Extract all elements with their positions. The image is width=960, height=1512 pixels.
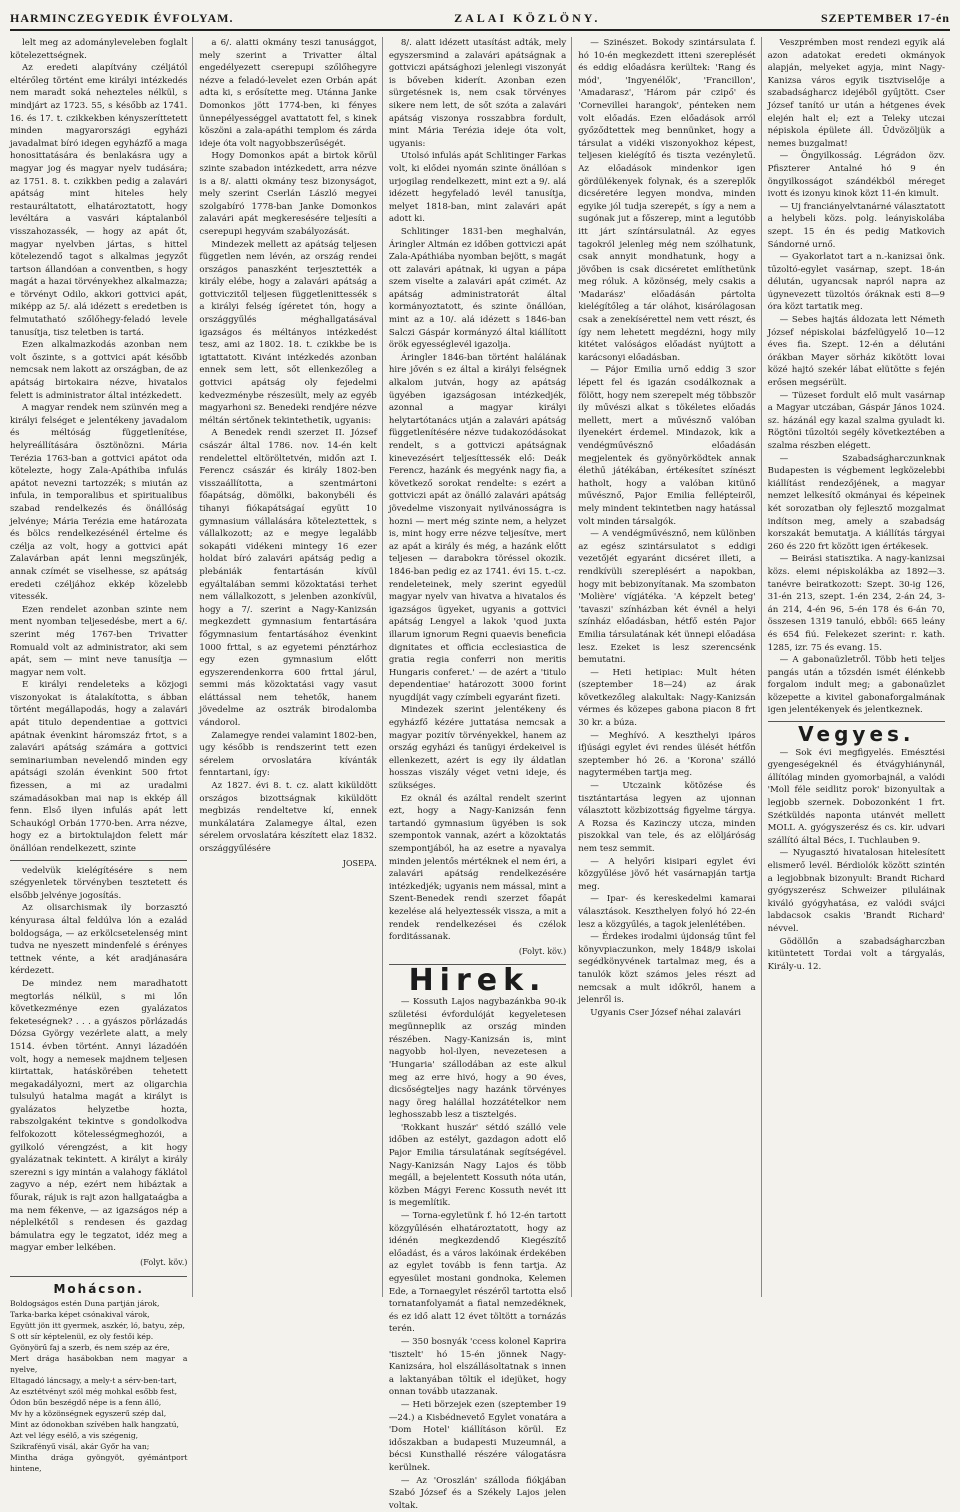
signature: JOSEPA. — [199, 858, 376, 871]
article-paragraph: Áringler 1846-ban történt halálának hire jővén s ez által a királyi felségnek alkalom jutván, hogy az apátság ügyében igazságosan intézkedjék, azonnal a magyar királyi helytartótanács utján a zalavári apátság függetlenítésére nézve tudakozódásokat rendelt, s a gottviczi apátságnak kinevezésért teljesíttessék elő: Deák Ferencz, hazánk és megyénk nagy fia, a következő sorokat rendelte: s ezért a gottviczi apát az önálló zalavári apátság jövedelme viszonyait nyilvánosságra is hozni — mert még szinte nem, a helyzet is, mint hogy erre nézve teljesítve, mert az apát a király és még, a hazánk előtt teljesen — darabokra töréssel okozik. 1846-ban pedig ez az 1741. évi 15. t.-cz. rendeleteinek, mely szerint egyedül magyar nyelv van hivatva a hivatalos és igazságos ügyeket, ugyanis a gottvici apátság Lengyel a lakok 'quod juxta illarum ignorum Regni quaevis beneficia dignitates et officia ecclesiastica de gratia regia conferri non meritis Hungaris conferet.' — de azért a 'titulo dependentiae' határozott 3000 forint nyugdíját vagy czímbeli egyaránt fizeti. — [389, 352, 566, 705]
article-paragraph: Zalamegye rendei valamint 1802-ben, ugy később is rendszerint tett ezen sérelem orvoslatára kívánták fenntartani, így: — [199, 730, 376, 780]
news-item: 'Rokkant huszár' sétdó szálló vele időben az estélyt, gazdagon adott elő Pajor Emilia társulatának segítségével. Nagy-Kanizsán Nagy Lajos és több megáll, a bejelentett Kossuth nóta után, közben Mágyi Ferenc Kossuth nevét itt is megemlítik. — [389, 1122, 566, 1210]
news-item: — Az 'Oroszlán' szálloda fiókjában Szabó József és a Székely Lajos jelen voltak. — [389, 1475, 566, 1512]
poem-line: Eltagadó láncsagy, a mely-t a sérv-ben-tart, — [10, 1375, 187, 1386]
article-paragraph: Utolsó infulás apát Schlitinger Farkas volt, ki elődei nyomán szinte önállóan s urjogilag rendelkezett, mint ezt a 9/. alá idézett hegyfeladó levél tanusítja, melyet 1818-ban, mint zalavári apát adott ki. — [389, 150, 566, 226]
article-paragraph: Mindezek szerint jelentékeny és egyházfő kézére juttatása nemcsak a magyar pozitív törvényekkel, hanem az ország egyházi és tanügyi érdekeivel is ellenkezett, azért is egy ily áldatlan hosszas viszály véget vetni ideje, és szükséges. — [389, 704, 566, 792]
column-2 — [199, 37, 382, 1297]
article-paragraph: Schlitinger 1831-ben meghalván, Áringler Altmán ez időben gottviczi apát Zala-Apáthiába nyomban bejött, s magát ott zalavári apátnak, ki ugyan a pápa szem viselte a zalavári apát czimét. Az apátság administratorát által kormányoztatott, és szinte önállóan, mint az a 10/. alá idézett s 1846-ban Salczi Gáspár kormányzó által kiállított örök egyességlevél igazolja. — [389, 226, 566, 352]
news-item: — Utczaink kötözése és tisztántartása legyen az ujonnan választott közbizottság figyelme tárgya. A Rozsa és Kazinczy utcza, minden piszokkal van tele, és az elöljáróság nem tesz semmit. — [578, 780, 755, 856]
news-item: — Uj franciányelvtanárné választatott a helybeli közs. polg. leányiskolába szept. 15 én és pedig Matkovich Sándorné urnő. — [768, 201, 945, 251]
article-paragraph: Az eredeti alapítvány czéljától eltérőleg történt eme királyi intézkedés nem maradt soká nehezteles nélkül, s mindjárt az 1723. 55, s később az 1741. 16. és 17. t. czikkekben kényszeríttetett minden magyarországi egyházi javadalmat bíró idegen egyházfő a maga honosittatására és benlakásra ugy a magyar jog és magyar nyelv tudására; az 1751. 8. t. czikkben pedig a zalavári apátság mint hiteles hely restauráltatott, elhatároztatott, hogy levéltára a vasvári káptalanból visszahozassék, — hogy az apát őt, magyar nyelvben jártas, s hittel kötelezendő tagot s alkalmas jegyzőt tartson állandóan a conventben, s hogy magát a hazai törvényekhez alkalmazza; e törvényt Odilo, akkori gottvici apát, miképp az 5/. alá idézett s eredetben is felmutatható szőlőhegy-feladó levele tanusítja, tisz teletben is tartá. — [10, 62, 187, 339]
divider — [10, 1276, 187, 1277]
column-5 — [768, 37, 950, 1297]
header-date: SZEPTEMBER 17-én — [821, 11, 950, 26]
news-item: — A vendégművésznő, nem különben az egész szintársulatot s eddigi vezetőjét egyaránt dicséret illeti, a rendkívüli szereplésért a napokban, hogy mit bebizonyítanak. Ma szombaton 'Molière' vígjátéka. 'A képzelt beteg' 'tavaszi' színházban két évnél a helyi színház előadásban, hétfő estén Pajor Emilia társulatának két ünnepi előadása lesz. Ezeket is lesz szerencsénk bemutatni. — [578, 528, 755, 667]
poem-line: Tarka-barka képet csónakival várok, — [10, 1309, 187, 1320]
news-item: — Pájor Emilia urnő eddig 3 szor lépett fel és igazán csodálkoznak a fölött, hogy nem szerepelt még többször ily művészi alkat s tökéletes előadás mellett, mert a művésznő valóban ilyenekért érdemel. Mindazok, kik a vendégművésznő előadásán megjelentek és gyönyörködtek annak élethű játékában, értékesítet színészt hatholt, hogy a valóban kitünő művésznő, Pajor Emilia fellépteiről, mely mindent tekintetben nagy hatással volt minden társalgók. — [578, 364, 755, 528]
news-item: — Szabadságharczunknak Budapesten is végbement legközelebbi kiállítást rendezőjének, a magyar nemzet lelkesítő okmányai és képeinek két sorozatban oly fejlesztő mozgalmat indítson meg, amely a szabadság korszakát bemutatja. A kiállítás tárgyai 260 és 220 frt között igen értékesek. — [768, 453, 945, 554]
article-paragraph: A Benedek rendi szerzet II. József császár által 1786. nov. 14-én kelt rendelettel eltöröltetvén, midőn azt I. Ferencz császár és király 1802-ben visszaállította, a szentmártoni főapátság, dömölki, bakonybéli és tihanyi fiókapátságaí együtt 10 gymnasium vállalására köteleztettek, s vállalkozott; az e megye legalább sokapáti vidékeni mintegy 16 ezer holdat bíró zalavári apátság pedig a plebániák fentartásán kívül egyáltalában semmi közoktatási terhet nem vállalkozott, s jelenben azonkívül, hogy a 7/. szerint a Nagy-Kanizsán megkezdett gymnasium fentartására főgymnasium fentartásához évenkint 1000 frttal, s az egyetemi pénztárhoz egy ezen gymnasium előtt egyszerendenkorra 600 frttal járul, semmi más közoktatási vagy vasut eláttással nem tehetők, hanem jövedelme az osztrák birodalomba vándorol. — [199, 427, 376, 729]
news-item: — Gyakorlatot tart a n.-kanizsai önk. tűzoltó-egylet vasárnap, szept. 18-án délután, ugyancsak napról napra az úgynevezett tüzoltós óráknak esti 8—9 óra közt tartatik meg. — [768, 251, 945, 314]
poem-line: S ott sír képtelenül, ez oly festői kép. — [10, 1331, 187, 1342]
poem-line: Mv hy a közönségnek egyszerű szép dal, — [10, 1408, 187, 1419]
news-item: — Beirási statisztika. A nagy-kanizsai közs. elemi népiskolákba az 1892—3. tanévre beiratkozott: Szept. 30-ig 126, 31-én 213, szept. 1-én 234, 2-án 24, 3-án 214, 4-én 96, 5-én 178 és 6-án 70, összesen 1319 tanuló, ebből: 665 leány és 654 fiú. Felekezet szerint: r. kath. 1285, izr. 75 és evang. 15. — [768, 553, 945, 654]
poem-line: Mintha drága gyöngyöt, gyémántport hintene, — [10, 1452, 187, 1474]
news-item: — 350 bosnyák 'ccess kolonel Kaprira 'tisztelt' hó 15-én jönnek Nagy-Kanizsára, hol elszállásoltatnak s innen a laktanyában töltik el idejüket, hogy onnan tovább utazzanak. — [389, 1336, 566, 1399]
poem-line: Együtt jön itt gyermek, aszkér, ló, batyu, zép, — [10, 1320, 187, 1331]
header-title: ZALAI KÖZLÖNY. — [454, 11, 600, 26]
article-paragraph: Ezen alkalmazkodás azonban nem volt őszinte, s a gottvici apát később nemcsak nem lakott az országban, de az apátság birtokaira nézve, hivatalos felett is administrator által intézkedett. — [10, 339, 187, 402]
news-item: — Sebes hajtás áldozata lett Németh József népiskolai bázfelügyelő 10—12 éves fia. Szept. 12-én a délutáni órákban Mayer sörház kikötött lovai közé hajtó szekér lábat elütötte s fején erősen megsérült. — [768, 314, 945, 390]
continued-note: (Folyt. köv.) — [10, 1257, 187, 1270]
poem — [10, 1298, 187, 1474]
news-item: — Meghívó. A keszthelyi ipáros ifjúsági egylet évi rendes ülését hétfőn szeptember hó 26. a 'Korona' szálló nagytermében tartja meg. — [578, 730, 755, 780]
news-item: — Heti hetipiac: Mult héten (szeptember 18—24) az árak következőleg alakultak: Nagy-Kanizsán vérmes és közepes gabona piacon 8 frt 30 kr. a búza. — [578, 667, 755, 730]
poem-title: Mohácson. — [10, 1283, 187, 1296]
news-item: — Kossuth Lajos nagybazánkba 90-ik születési évfordulóját kegyeletesen megünneplik az ország minden részében. Nagy-Kanizsán is, mint nagyobb hol-ilyen, nevezetesen a 'Hungaria' szállodában az este alkul meg az erre hivó, hogy a 90 éves, dicsőségteljes nagy hazánk törvényes nagy öreg halállal hozzátételkor nem leghosszabb lesz a tisztelgés. — [389, 996, 566, 1122]
poem-line: Ódon bűn beszégdő népe is a fenn álló, — [10, 1397, 187, 1408]
news-item: Gödöllőn a szabadságharczban kitüntetett Tordai volt a tárgyalás, Király-u. 12. — [768, 936, 945, 974]
article-paragraph: Hogy Domonkos apát a birtok körül szinte szabadon intézkedett, arra nézve is a 8/. alatti okmány tesz bizonyságot, mely szerint Cserlán László megyei szolgabíró 1778-ban Janke Domonkos zalavári apát megkeresésére teljesíti a cserepupi hegyvám szabályozását. — [199, 150, 376, 238]
poem-line: Boldogságos estén Duna partján járok, — [10, 1298, 187, 1309]
article-paragraph: Ezen rendelet azonban szinte nem ment nyomban teljesedésbe, mert a 6/. szerint még 1767-ben Trivatter Romuald volt az administrator, aki sem apát, sem — mint neve tanusítja — magyar nem volt. — [10, 604, 187, 680]
article-paragraph: 8/. alatt idézett utasítást adták, mely egyszersmind a zalavári apátságnak a gottviczi apátsághozi jelenlegi viszonyát is bőveben kiderít. Azonban ezen sürgetésnek is, nem csak törvényes sikere nem lett, de sőt szóta a zalavári apátság viszonya rosszabbra fordult, mint Mária Terézia ideje óta volt, ugyanis: — [389, 37, 566, 150]
news-item: — Sok évi megfigyelés. Emésztési gyengeségeknél és étvágyhiánynál, állítólag minden gyomorbajnál, a valódi 'Moll féle seidlitz porok' bizonyultak a legjobb szernek. Dobozonként 1 frt. Szétküldés naponta utánvét mellett MOLL A. gyógyszerész és cs. kir. udvari szállító által Bécs, I. Tuchlauben 9. — [768, 747, 945, 848]
article-paragraph: A magyar rendek nem szünvén meg a királyi felséget e jelentékeny javadalom és méltóság függetlenítése, helyreállítására ösztönözni. Mária Terézia 1763-ban a gottvici apátot oda kötelezte, hogy Zala-Apáthiba infulás apátot nevezni tartozzék; s miután az infula, in temporalibus et spiritualibus szabad rendelkezés és önállóság jelvénye; Mária Terézia eme határozata és bölcs rendelkezésénél értelme és czélja az volt, hogy a gottvici apát Zalavárban apát lenni megszünjék, annak czímét se viselhesse, sz apátság eredeti czéljához ekkép közelebb vitessék. — [10, 402, 187, 604]
article-paragraph: De mindez nem maradhatott megtorlás nélkül, s mi lőn következménye ezen gyalázatos feketeségnek? . . . a gyászos pörlázadás Dózsa György vezérlete alatt, a mely 1514. évben történt. Annyi lázadóén volt, hogy a nemesek majdnem teljesen kiirtattak, hatáskörében tehetett megakadályozni, mert az oligarchia tulsulyú hatalma magát a királyt is gyalázatos helyzetbe hozta, rabszolgaként tekintve s gondolkodva felfokozott kötelességmeghozói, a gyilkoló vérengzést, a kit hogy gyalázatnak tekintett. A királyt a király szerezni s igy mintán a valahogy fáklátol zagyvo a nép, ezért nem hibáztak a főurak, rájuk is rajt azon hallgataágba a ma nem fékenve, — az igazságos nép a néplelkétől s rendesen és gazdag bámulatra egy le tegzatot, idéz meg a magyar ember lelkében. — [10, 978, 187, 1255]
header-issue: HARMINCZEGYEDIK ÉVFOLYAM. — [10, 11, 233, 26]
article-paragraph: a 6/. alatti okmány teszi tanusággot, mely szerint a Trivatter által engedélyezett cserepupi szőlőhegyre nézve a feladó-levelet ezen Orbán apát adta ki, s erősítette meg. Utánna Janke Domonkos jött 1774-ben, ki fényes ünnepélyességgel avattatott fel, s kinek köszöni a zala-apáthi templom és zárda ideje óta volt nagyobbszerűségét. — [199, 37, 376, 150]
article-paragraph: vedelvük kielégítésére s nem szégyenletek törvényben tesztetett és elsőbb jelvénye jogosítás. — [10, 865, 187, 903]
news-item: — Érdekes irodalmi újdonság tűnt fel könyvpiaczunkon, mely 1848/9 iskolai segédkönyvének tartalmaz meg, és a tanulók közt számos jeles részt ad nemcsak a mult időkről, hanem a jelenről is. — [578, 931, 755, 1007]
news-item: — Öngyilkosság. Légrádon özv. Pfiszterer Antalné hó 9 én öngyilkosságot szándékból méreget ivott és izonyu kinok közt 11-én kimult. — [768, 150, 945, 200]
news-item: — Tüzeset fordult elő mult vasárnap a Magyar utczában, Gáspár János 1024. sz. házánál egy kazal szalma gyuladt ki. Rögtöni tűzoltói segély következtében a szalma részben elégett. — [768, 390, 945, 453]
article-paragraph: Ez oknál és azáltal rendelt szerint ezt, hogy a Nagy-Kanizsán fenn tartandó gymnasium ügyében is sok szempontok vannak, azért a közoktatás szempontjából, ha az esetre a nyavalya minden jelentős mértéknek el nem éri, a zalavári apátság rendelkezésére intézkedjék; ugyanis nem mással, mint a Szent-Benedek rendi szerzet főapát kezelése alá helyeztessék vissza, a mit a rendek rendelkezései és czélok forditássanak. — [389, 793, 566, 944]
news-item: — Torna-egyletünk f. hó 12-én tartott közgyűlésén elhatároztatott, hogy az idénén megkezdendő Kiegészítő előadást, és a város lakóinak érdekében az egylet tovább is fenn tartja. Az egyesület mostani gondnoka, Kelemen Ede, a Tornaegylet részéről tartotta első tornatanfolyamát a fiatal nemzedéknek, és ez idő alatt 12 évet töltött a tornázás terén. — [389, 1210, 566, 1336]
column-3 — [389, 37, 572, 1297]
poem-line: Az esztétvényt szól még mohkal esőbb fest, — [10, 1386, 187, 1397]
article-paragraph: E királyi rendeleteks a közjogi viszonyokat is átalakította, s ábban történt megállapodás, hogy a zalavári apát titulo dependentiae a gottvici apátnak évenkint háromszáz frtot, s a zalavári apátság számára a gottvici seminariumban nevelendő minden egy apátsági szolán évenkint 500 frtot fizessen, a mi az uradalmi számadásokban mai nap is ekkép áll fenn. Első ilyen infulás apát lett Schaukógl Orbán 1770-ben. Arra nézve, hogy ez a birtoktulajdon felett már önállóan rendelkezett, szinte — [10, 679, 187, 855]
news-item: — A gabonaüzletről. Több heti teljes pangás után a tőzsdén ismét élénkebb forgalom indult meg; a gabonaüzlet közepette a kivitel gabonaforgalmának igen jelentékenyek és jelentkeznek. — [768, 654, 945, 717]
news-item: — Nyugasztó hivatalosan hitelesített elismerő levél. Bérdiolók között szintén a legjobbnak bizonyult: Brandt Richard gyógyszerész Schweizer piluláinak kiváló gyógyhatása, ez valódi svájci labdacsok csakis 'Brandt Richard' névvel. — [768, 847, 945, 935]
article-paragraph: lelt meg az adományleveleben foglalt kötelezettségnek. — [10, 37, 187, 62]
poem-line: Mert drága hasábokban nem magyar a nyelve, — [10, 1353, 187, 1375]
column-4 — [578, 37, 761, 1297]
news-item: — Ipar- és kereskedelmi kamarai választások. Keszthelyen folyó hó 22-én lesz a közgyűlés, a tagok jelenlétében. — [578, 893, 755, 931]
news-item: — Szinészet. Bokody szintársulata f. hó 10-én megkezdett itteni szereplését és eddig előadásra kerültek: 'Rang és mód', 'Ingyenélők', 'Francillon', 'Amadarasz', 'Három pár czipő' és 'Cornevillei harangok', pénteken nem volt előadás. Ezen előadások arról győződtettek meg bennünket, hogy a társulat a vidéki viszonyokhoz képest, teljesen kielégítő és tiszta vezényletű. Az előadások mindenkor igen gördülékenyek folynak, és a szereplők dicséretére legyen mondva, minden egyike jól tudja szerepét, s így a nem a sugónak jut a főszerep, mint a legutóbb itt járt színtársulatnál. Az egyes tagokról jelenleg még nem szólhatunk, csak annyit mondhatunk, hogy a jövőben is csak dicséretet említhetünk meg róluk. A közönség, mely csakis a 'Madarász' előadásán pártolta kielégítőleg a tár oláhot, kisárólagosan csak a zenekísérettel nem vett részt, és így nem lehetett megdézni, hogy mily kitétet valóságos előadást nyújtott a karácsonyi előadásban. — [578, 37, 755, 364]
poem-line: Azt vel légy esélő, a vis szégenig, — [10, 1430, 187, 1441]
article-paragraph: Az olisarchismak ily borzasztó kényurasa által feldúlva lón a ezalád boldogsága, — az erkölcsetelenség mint tudva ne nyeszett mindenfelé s érényes tettnek vénte, a két aradjánasára kérdezett. — [10, 902, 187, 978]
column-grid — [10, 37, 950, 1297]
poem-line: Mint az ódonokban szívében halk hangzatú, — [10, 1419, 187, 1430]
divider — [10, 860, 187, 861]
section-title-misc: Vegyes. — [768, 728, 945, 741]
poem-line: Szikrafényű visál, akár Győr ha van; — [10, 1441, 187, 1452]
news-item: Ugyanis Cser József néhai zalavári — [578, 1007, 755, 1020]
column-1 — [10, 37, 193, 1297]
news-item: — A helyőri kisipari egylet évi közgyűlése jövő hét vasárnapján tartja meg. — [578, 856, 755, 894]
article-paragraph: Mindezek mellett az apátság teljesen független nem lévén, az ország rendei országos panaszként terjesztették a király elébe, hogy a zalavári apátság a gottviczitől teljesen függetlenittessék s a királyi felség ígéretet tón, hogy a országgyűlés méghallgatásával igazságos és méltányos intézkedést tesz, ami az 1802. 18. t. czikkbe be is igtattatott. Kivánt intézkedés azonban ennek sem lett, sőt ellenkezőleg a gottvici apátság oly fejedelmi kedvezménybe részesült, mely az egyéb magyarhoni sz. Benedeki rendjére nézve méltán sértőnek tekintethetik, ugyanis: — [199, 239, 376, 428]
continued-note: (Folyt. köv.) — [389, 946, 566, 959]
poem-line: Gyönyörű faj a szerb, és nem szép az ére, — [10, 1342, 187, 1353]
section-title-news: Hirek. — [389, 975, 566, 988]
page-header — [10, 8, 950, 31]
article-paragraph: Az 1827. évi 8. t. cz. alatt kiküldött országos bizottságnak kiküldött megbizás rendeltetve kí, ennek munkálatára Zalamegye által, ezen sérelem orvoslatára készített elaz 1832. országgyűlésére — [199, 780, 376, 856]
news-item: — Heti börzejek ezen (szeptember 19—24.) a Kisbédnevető Egylet vonatára a 'Dom Hotel' kiállításon körül. Ez időszakban a budapesti Muzeumnál, a bécsi Kunsthallé részére válogatásra kerülnek. — [389, 1399, 566, 1475]
news-item: Veszprémben most rendezi egyik alá azon adatokat eredeti okmányok alapján, melyeket agyja, mint Nagy-Kanizsa város egyik tisztviselője a szabadságharcz idejéből gyűjtött. Cser József tanító ur után a hétgenes évek elején halt el; ezt a Teleky utczai népiskola épülete áll. Üdvözöljük a nemes buzgalmat! — [768, 37, 945, 150]
